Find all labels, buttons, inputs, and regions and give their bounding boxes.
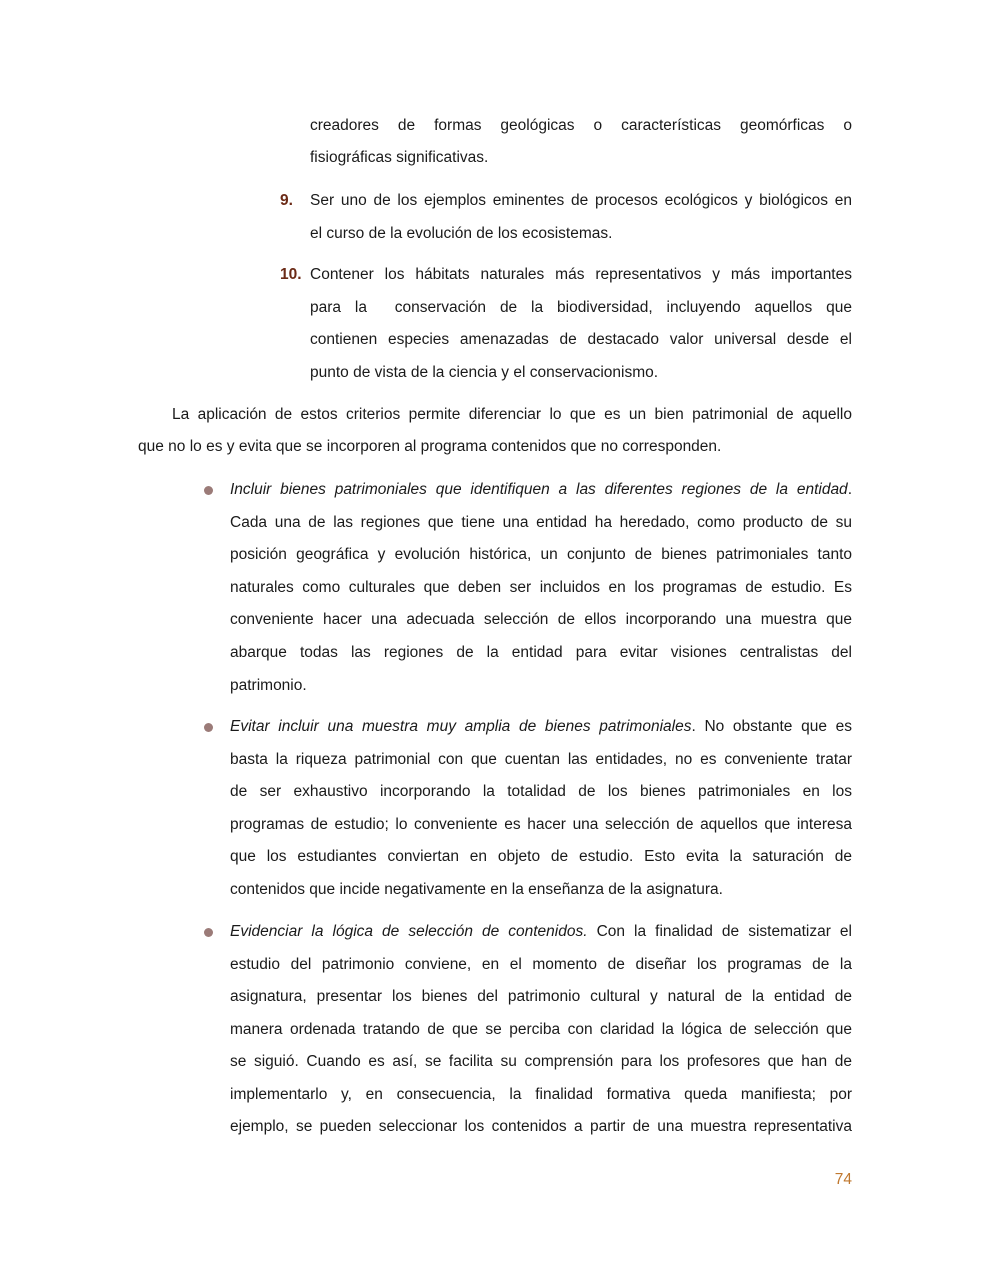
item9-number: 9.	[280, 192, 293, 209]
paragraph-line-1: La aplicación de estos criterios permite diferenciar lo que es un bien patrimonial de aquello	[172, 406, 852, 423]
bullet2-line-2: basta la riqueza patrimonial con que cuentan las entidades, no es conveniente tratar	[230, 751, 852, 768]
item10-line-1: Contener los hábitats naturales más representativos y más importantes	[310, 266, 852, 283]
bullet1-title: Incluir bienes patrimoniales que identifiquen a las diferentes regiones de la entidad	[230, 481, 848, 498]
bullet2-line-5: que los estudiantes conviertan en objeto de estudio. Esto evita la saturación de	[230, 848, 852, 865]
bullet2-line-4: programas de estudio; lo conveniente es hacer una selección de aquellos que interesa	[230, 816, 852, 833]
bullet1-line-6: abarque todas las regiones de la entidad para evitar visiones centralistas del	[230, 644, 852, 661]
bullet3-line-3: asignatura, presentar los bienes del patrimonio cultural y natural de la entidad de	[230, 988, 852, 1005]
paragraph-line-2: que no lo es y evita que se incorporen al programa contenidos que no corresponden.	[138, 438, 722, 455]
item10-line-4: punto de vista de la ciencia y el conservacionismo.	[310, 364, 659, 381]
bullet1-first-rest: .	[847, 481, 852, 498]
item9-line-1: Ser uno de los ejemplos eminentes de procesos ecológicos y biológicos en	[310, 192, 852, 209]
bullet1-line-1	[230, 480, 852, 500]
bullet1-line-4: naturales como culturales que deben ser incluidos en los programas de estudio. Es	[230, 579, 852, 596]
bullet3-line-4: manera ordenada tratando de que se perciba con claridad la lógica de selección que	[230, 1021, 852, 1038]
item8-line-2: fisiográficas significativas.	[310, 149, 489, 166]
item10-line-2: para la conservación de la biodiversidad, incluyendo aquellos que	[310, 299, 852, 316]
bullet3-line-5: se siguió. Cuando es así, se facilita su comprensión para los profesores que han de	[230, 1053, 852, 1070]
page-number: 74	[834, 1171, 852, 1188]
item10-line-3: contienen especies amenazadas de destacado valor universal desde el	[310, 331, 852, 348]
bullet1-line-2: Cada una de las regiones que tiene una entidad ha heredado, como producto de su	[230, 514, 852, 531]
bullet3-line-1	[230, 922, 852, 942]
bullet2-title: Evitar incluir una muestra muy amplia de bienes patrimoniales	[230, 718, 692, 735]
item10-number: 10.	[280, 266, 302, 283]
bullet-dot	[204, 928, 213, 937]
bullet1-line-7: patrimonio.	[230, 677, 307, 694]
bullet3-line-6: implementarlo y, en consecuencia, la finalidad formativa queda manifiesta; por	[230, 1086, 852, 1103]
bullet2-line-1	[230, 717, 852, 737]
bullet2-line-3: de ser exhaustivo incorporando la totalidad de los bienes patrimoniales en los	[230, 783, 852, 800]
item8-line-1: creadores de formas geológicas o características geomórficas o	[310, 117, 852, 134]
bullet2-line-6: contenidos que incide negativamente en la enseñanza de la asignatura.	[230, 881, 723, 898]
item9-line-2: el curso de la evolución de los ecosistemas.	[310, 225, 613, 242]
bullet2-first-rest: . No obstante que es	[691, 718, 852, 735]
bullet3-title: Evidenciar la lógica de selección de contenidos.	[230, 923, 588, 940]
bullet-dot	[204, 723, 213, 732]
bullet1-line-5: conveniente hacer una adecuada selección de ellos incorporando una muestra que	[230, 611, 852, 628]
bullet3-line-2: estudio del patrimonio conviene, en el momento de diseñar los programas de la	[230, 956, 852, 973]
bullet-dot	[204, 486, 213, 495]
bullet1-line-3: posición geográfica y evolución histórica, un conjunto de bienes patrimoniales tanto	[230, 546, 852, 563]
bullet3-line-7: ejemplo, se pueden seleccionar los contenidos a partir de una muestra representativa	[230, 1118, 852, 1135]
bullet3-first-rest: Con la finalidad de sistematizar el	[587, 923, 852, 940]
